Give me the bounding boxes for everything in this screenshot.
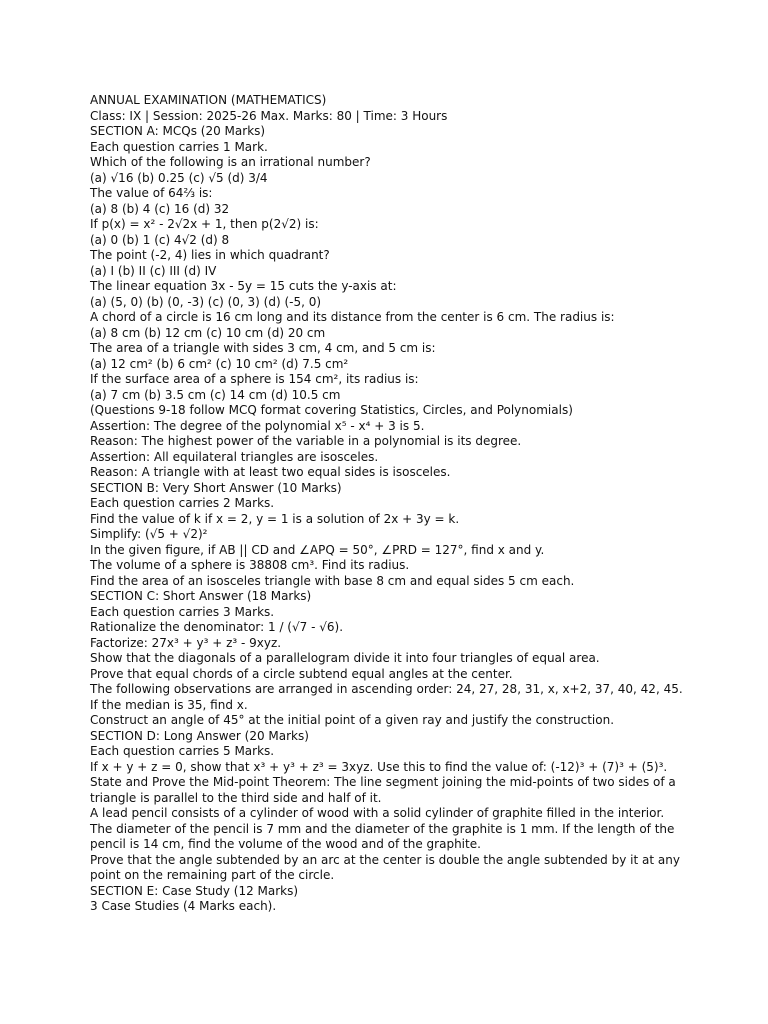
note-text: (Questions 9-18 follow MCQ format covering Statistics, Circles, and Polynomials) [90,403,573,417]
question-text: Find the value of k if x = 2, y = 1 is a solution of 2x + 3y = k. [90,511,460,526]
exam-title: ANNUAL EXAMINATION (MATHEMATICS) [90,93,327,107]
question-text: If the surface area of a sphere is 154 cm², its radius is: [90,372,419,386]
question-text: Prove that the angle subtended by an arc at the center is double the angle subtended by it at any point on the remaining part of the circle. [90,852,680,882]
answer-options: (a) 0 (b) 1 (c) 4√2 (d) 8 [90,232,230,247]
question-text: Prove that equal chords of a circle subtend equal angles at the center. [90,666,513,681]
answer-options: (a) √16 (b) 0.25 (c) √5 (d) 3/4 [90,170,268,185]
section-instruction: 3 Case Studies (4 Marks each). [90,899,277,913]
question-text: If x + y + z = 0, show that x³ + y³ + z³ = 3xyz. Use this to find the value of: (-12)³ + (7)³ + (5)³. [90,759,668,774]
question-text: If p(x) = x² - 2√2x + 1, then p(2√2) is: [90,217,319,231]
question-text: A chord of a circle is 16 cm long and its distance from the center is 6 cm. The radius is: [90,310,615,324]
answer-options: (a) 8 (b) 4 (c) 16 (d) 32 [90,201,230,216]
question-text: Find the area of an isosceles triangle with base 8 cm and equal sides 5 cm each. [90,573,575,588]
question-text: Construct an angle of 45° at the initial point of a given ray and justify the construction. [90,713,615,727]
section-heading-e: SECTION E: Case Study (12 Marks) [90,883,299,898]
question-text: The area of a triangle with sides 3 cm, 4 cm, and 5 cm is: [90,341,436,355]
question-text: The following observations are arranged in ascending order: 24, 27, 28, 31, x, x+2, 37, 40, 42, 45. If the median is 35, find x. [90,682,683,712]
reason-text: Reason: A triangle with at least two equal sides is isosceles. [90,465,451,479]
section-instruction: Each question carries 5 Marks. [90,744,275,758]
question-text: State and Prove the Mid-point Theorem: The line segment joining the mid-points of two sides of a triangle is parallel to the third side and half of it. [90,775,676,805]
section-heading-c: SECTION C: Short Answer (18 Marks) [90,589,312,603]
question-text: Simplify: (√5 + √2)² [90,527,208,541]
reason-text: Reason: The highest power of the variable in a polynomial is its degree. [90,434,522,448]
question-text: Rationalize the denominator: 1 / (√7 - √6). [90,620,344,634]
exam-document [90,93,690,915]
section-instruction: Each question carries 2 Marks. [90,496,275,510]
question-text: The point (-2, 4) lies in which quadrant? [90,248,330,262]
answer-options: (a) 12 cm² (b) 6 cm² (c) 10 cm² (d) 7.5 cm² [90,356,349,371]
answer-options: (a) I (b) II (c) III (d) IV [90,263,217,278]
question-text: A lead pencil consists of a cylinder of wood with a solid cylinder of graphite filled in the interior. The diameter of the pencil is 7 mm and the diameter of the graphite is 1 mm. If the length of the pencil is 14 cm, find the volume of the wood and of the graphite. [90,806,675,851]
exam-meta: Class: IX | Session: 2025-26 Max. Marks: 80 | Time: 3 Hours [90,108,448,123]
section-heading-a: SECTION A: MCQs (20 Marks) [90,124,266,138]
question-text: The value of 64⅔ is: [90,186,213,200]
answer-options: (a) 7 cm (b) 3.5 cm (c) 14 cm (d) 10.5 cm [90,387,341,402]
section-heading-b: SECTION B: Very Short Answer (10 Marks) [90,480,342,495]
question-text: Show that the diagonals of a parallelogram divide it into four triangles of equal area. [90,651,600,665]
section-heading-d: SECTION D: Long Answer (20 Marks) [90,728,309,743]
answer-options: (a) 8 cm (b) 12 cm (c) 10 cm (d) 20 cm [90,325,326,340]
question-text: In the given figure, if AB || CD and ∠APQ = 50°, ∠PRD = 127°, find x and y. [90,542,545,557]
section-instruction: Each question carries 1 Mark. [90,139,268,154]
section-instruction: Each question carries 3 Marks. [90,604,275,619]
question-text: Factorize: 27x³ + y³ + z³ - 9xyz. [90,635,282,650]
question-text: Which of the following is an irrational number? [90,155,371,169]
question-text: The volume of a sphere is 38808 cm³. Find its radius. [90,558,410,572]
assertion-text: Assertion: All equilateral triangles are isosceles. [90,449,379,464]
question-text: The linear equation 3x - 5y = 15 cuts the y-axis at: [90,279,397,293]
assertion-text: Assertion: The degree of the polynomial x⁵ - x⁴ + 3 is 5. [90,418,425,433]
answer-options: (a) (5, 0) (b) (0, -3) (c) (0, 3) (d) (-5, 0) [90,294,322,309]
